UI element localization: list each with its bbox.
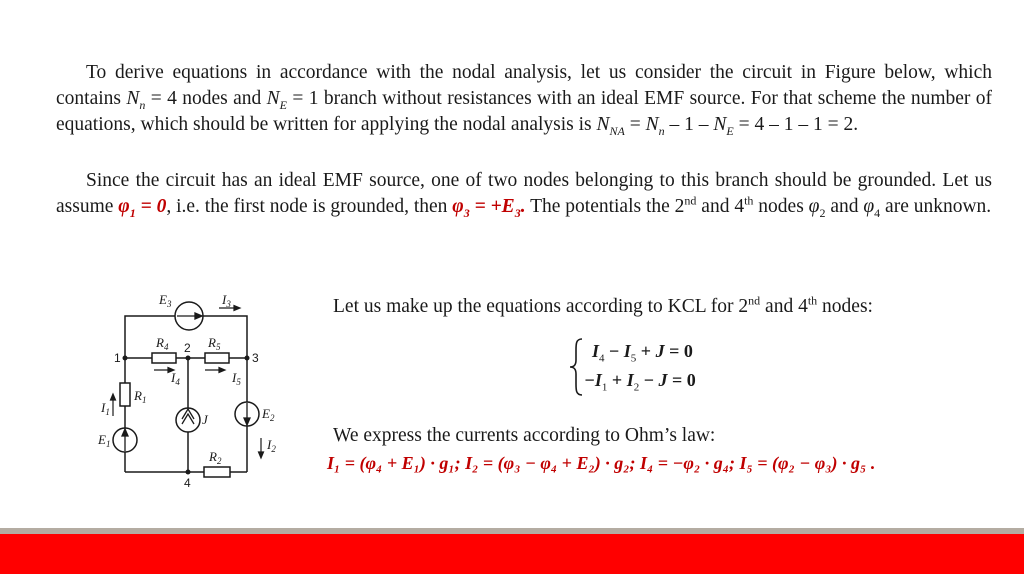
- text-run: The potentials the 2: [525, 196, 685, 217]
- resistor-r1: [120, 383, 130, 406]
- footer-bar: [0, 534, 1024, 574]
- eq-term: I: [626, 370, 634, 390]
- label-letter: I: [267, 437, 272, 452]
- resistor-r2: [204, 467, 230, 477]
- text-run: , i.e. the first node is grounded, then: [166, 196, 453, 217]
- label-sub: 5: [236, 377, 241, 387]
- arrow-head: [111, 394, 116, 400]
- phi-symbol: φ: [118, 196, 130, 217]
- kcl-equation-system: [568, 336, 738, 398]
- label-sub: 1: [105, 407, 110, 417]
- label-e1: [97, 432, 110, 449]
- label-letter: R: [156, 335, 164, 350]
- label-i2: [266, 437, 276, 454]
- subscript: 4: [874, 205, 881, 220]
- subscript: 2: [819, 205, 826, 220]
- phi1-assumption: [118, 196, 167, 220]
- text-run: =: [624, 114, 646, 135]
- text-run: .: [520, 196, 526, 217]
- phi-symbol: φ: [808, 196, 820, 217]
- label-j: J: [202, 412, 208, 427]
- node-label-3: 3: [252, 351, 259, 365]
- label-sub: 2: [271, 444, 276, 454]
- eq-rhs: = 0: [667, 370, 696, 390]
- arrow-head: [259, 452, 264, 458]
- label-sub: 4: [163, 342, 169, 352]
- subscript: n: [139, 97, 146, 112]
- text-run: – 1 –: [664, 114, 714, 135]
- eq-term: −I: [584, 370, 602, 390]
- symbol-Nn: N: [645, 114, 659, 135]
- node-label-1: 1: [114, 351, 121, 365]
- intro-paragraph: [56, 60, 992, 138]
- label-r1: [133, 388, 146, 405]
- phi3-assumption: [452, 196, 526, 220]
- label-r4: [155, 335, 169, 352]
- label-letter: E: [262, 406, 270, 421]
- label-sub: 2: [269, 413, 275, 423]
- text-run: Let us make up the equations according to KCL for 2: [333, 296, 749, 317]
- node-dot: [245, 356, 250, 361]
- superscript: th: [744, 193, 754, 208]
- label-sub: 4: [175, 377, 180, 387]
- label-letter: E: [159, 292, 167, 307]
- eq-operator: +: [636, 341, 656, 361]
- eq-term: J: [655, 341, 665, 361]
- subscript: 5: [630, 352, 637, 365]
- subscript: E: [279, 97, 287, 112]
- label-letter: I: [101, 400, 106, 415]
- superscript: nd: [684, 193, 697, 208]
- node-label-2: 2: [184, 341, 191, 355]
- label-letter: R: [208, 335, 216, 350]
- subscript: 1: [129, 205, 136, 220]
- node-dot: [186, 356, 191, 361]
- resistor-r4: [152, 353, 176, 363]
- text-run: = 4 – 1 – 1 = 2.: [733, 114, 859, 135]
- node-label-4: 4: [184, 476, 191, 490]
- kcl-equation-node2: [592, 341, 693, 365]
- eq-rhs: = 0: [664, 341, 693, 361]
- label-i4: [170, 370, 180, 387]
- text-run: and: [825, 196, 864, 217]
- ohm-intro: We express the currents according to Ohm’s law:: [333, 425, 716, 446]
- eq-term: J: [658, 370, 668, 390]
- subscript: 4: [599, 352, 605, 365]
- label-letter: I: [222, 292, 227, 307]
- label-letter: R: [134, 388, 142, 403]
- label-sub: 2: [216, 456, 222, 466]
- text-run: = +E: [469, 196, 515, 217]
- subscript: E: [726, 123, 734, 138]
- symbol-NE: N: [713, 114, 727, 135]
- eq-term: I: [623, 341, 631, 361]
- eq-operator: −: [604, 341, 624, 361]
- subscript: 3: [463, 205, 470, 220]
- kcl-intro: [333, 295, 873, 319]
- label-e2: [261, 406, 275, 423]
- label-sub: 1: [105, 439, 111, 449]
- resistor-r5: [205, 353, 229, 363]
- label-i1: [100, 400, 110, 417]
- label-sub: 3: [226, 299, 231, 309]
- phi-symbol: φ: [452, 196, 464, 217]
- label-e3: [158, 292, 172, 309]
- label-sub: 3: [166, 299, 172, 309]
- node-dot: [123, 356, 128, 361]
- circuit-wires: [125, 316, 247, 472]
- label-r5: [207, 335, 221, 352]
- text-run: Since the circuit has an ideal EMF source, one of two nodes belonging to this branch should be grounded. Let us assume: [56, 170, 992, 217]
- subscript: 1: [601, 381, 608, 394]
- arrow-head: [219, 368, 225, 373]
- ohm-equations: I₁ = (φ₄ + E₁) · g₁; I₂ = (φ₃ − φ₄ + E₂) · g₂; I₄ = −φ₂ · g₄; I₅ = (φ₂ − φ₃) · g₅ .: [327, 453, 876, 473]
- phi-symbol: φ: [863, 196, 875, 217]
- kcl-equation-node4: [584, 370, 696, 394]
- superscript: th: [807, 293, 818, 308]
- label-r2: [208, 449, 222, 466]
- subscript: 3: [514, 205, 521, 220]
- arrow-head: [234, 306, 240, 311]
- label-letter: R: [209, 449, 217, 464]
- superscript: nd: [748, 293, 761, 308]
- text-run: nodes: [753, 196, 809, 217]
- label-letter: I: [232, 370, 237, 385]
- current-source-j: [176, 408, 200, 432]
- label-letter: I: [171, 370, 176, 385]
- label-sub: 5: [215, 342, 221, 352]
- label-i3: [221, 292, 231, 309]
- eq-operator: −: [639, 370, 659, 390]
- label-sub: 1: [141, 395, 147, 405]
- text-run: = 1 branch without resistances with an ideal EMF source. For that scheme the number of equations, which should be written for applying the nodal analysis is: [56, 88, 992, 135]
- text-run: nodes:: [817, 296, 873, 317]
- text-run: = 0: [135, 196, 167, 217]
- symbol-Nn: N: [126, 88, 140, 109]
- subscript: 2: [633, 381, 640, 394]
- text-run: are unknown.: [880, 196, 992, 217]
- symbol-NE: N: [266, 88, 280, 109]
- subscript: NA: [609, 123, 625, 138]
- subscript: n: [658, 123, 665, 138]
- text-run: and 4: [696, 196, 745, 217]
- label-letter: E: [98, 432, 106, 447]
- eq-term: I: [592, 341, 600, 361]
- circuit-diagram: [92, 286, 292, 496]
- label-i5: [231, 370, 241, 387]
- grounding-paragraph: [56, 168, 992, 220]
- symbol-NNA: N: [596, 114, 610, 135]
- text-run: and 4: [760, 296, 808, 317]
- node-dot: [186, 470, 191, 475]
- text-run: To derive equations in accordance with the nodal analysis, let us consider the circuit in Figure below, which contains: [56, 62, 992, 109]
- eq-operator: +: [607, 370, 627, 390]
- text-run: = 4 nodes and: [145, 88, 267, 109]
